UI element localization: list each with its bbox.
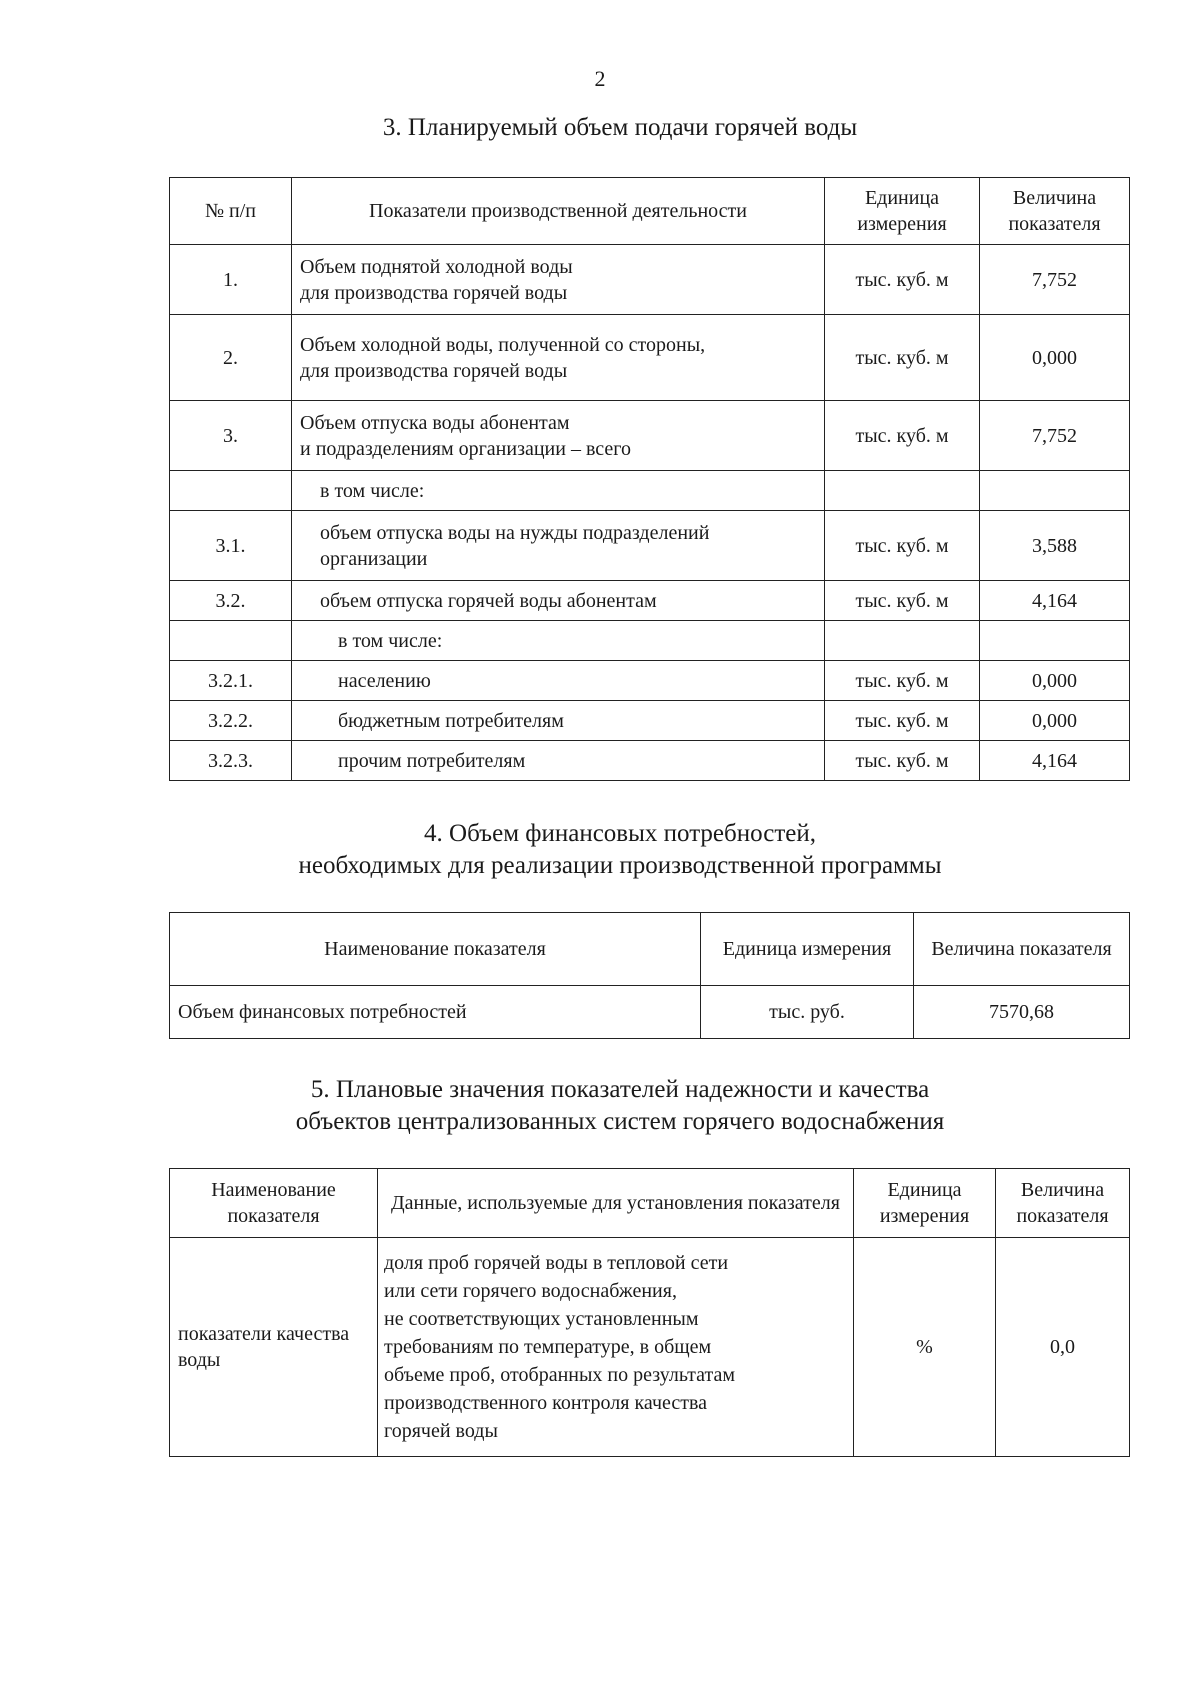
row-value: 0,000 [980,701,1130,741]
header-value: Величина показателя [996,1169,1130,1238]
table-row [170,986,1130,1039]
header-value: Величина показателя [980,178,1130,245]
row-num: 2. [170,315,292,401]
header-data: Данные, используемые для установления показателя [378,1169,854,1238]
header-unit: Единица измерения [854,1169,996,1238]
row-num: 3. [170,401,292,471]
section-4-title: 4. Объем финансовых потребностей, необходимых для реализации производственной программы [298,820,942,879]
row-label: Объем отпуска воды абонентам и подразделениям организации – всего [292,401,825,471]
row-unit: тыс. куб. м [825,511,980,581]
header-unit: Единица измерения [701,913,914,986]
row-label: бюджетным потребителям [292,701,825,741]
row-label: Объем финансовых потребностей [170,986,701,1039]
page-number: 2 [594,66,606,91]
row-value: 0,000 [980,661,1130,701]
row-label: в том числе: [292,621,825,661]
section-5-title: 5. Плановые значения показателей надежности и качества объектов централизованных систем горячего водоснабжения [295,1076,945,1135]
row-unit: тыс. руб. [701,986,914,1039]
row-unit: тыс. куб. м [825,661,980,701]
row-value: 3,588 [980,511,1130,581]
row-unit: тыс. куб. м [825,401,980,471]
row-unit: тыс. куб. м [825,701,980,741]
row-unit [825,471,980,511]
row-value [980,621,1130,661]
row-label: в том числе: [292,471,825,511]
row-label: объем отпуска горячей воды абонентам [292,581,825,621]
row-value: 7,752 [980,245,1130,315]
row-num: 3.2.2. [170,701,292,741]
row-unit: тыс. куб. м [825,741,980,781]
header-value: Величина показателя [914,913,1130,986]
header-name: Наименование показателя [170,913,701,986]
table-row [170,581,1130,621]
row-label: Объем холодной воды, полученной со стороны, для производства горячей воды [292,315,825,401]
row-value: 0,000 [980,315,1130,401]
table-header-row [170,178,1130,245]
table-header-row [170,913,1130,986]
reliability-quality-table [169,1168,1130,1457]
header-indicator: Показатели производственной деятельности [292,178,825,245]
row-name: показатели качества воды [170,1238,378,1457]
section-3-title: 3. Планируемый объем подачи горячей воды [382,114,858,141]
row-unit: тыс. куб. м [825,245,980,315]
table-row [170,245,1130,315]
row-value: 0,0 [996,1238,1130,1457]
row-value: 7570,68 [914,986,1130,1039]
row-description: доля проб горячей воды в тепловой сети или сети горячего водоснабжения, не соответствующих установленным требованиям по температуре, в общем объеме проб, отобранных по результатам производственного контроля качества горячей воды [378,1238,854,1457]
table-row [170,471,1130,511]
row-unit: % [854,1238,996,1457]
financial-needs-table [169,912,1130,1039]
row-num: 3.2.1. [170,661,292,701]
row-num: 3.2. [170,581,292,621]
table-row [170,621,1130,661]
row-unit: тыс. куб. м [825,315,980,401]
table-row [170,741,1130,781]
table-header-row [170,1169,1130,1238]
row-value: 4,164 [980,741,1130,781]
row-value: 7,752 [980,401,1130,471]
table-row [170,1238,1130,1457]
table-row [170,661,1130,701]
header-name: Наименование показателя [170,1169,378,1238]
row-label: объем отпуска воды на нужды подразделений организации [292,511,825,581]
hot-water-volume-table [169,177,1130,781]
table-row [170,401,1130,471]
row-value [980,471,1130,511]
row-value: 4,164 [980,581,1130,621]
header-num: № п/п [170,178,292,245]
row-label: Объем поднятой холодной воды для производства горячей воды [292,245,825,315]
row-label: населению [292,661,825,701]
table-row [170,511,1130,581]
row-num [170,621,292,661]
row-unit [825,621,980,661]
row-unit: тыс. куб. м [825,581,980,621]
row-num: 3.1. [170,511,292,581]
row-num: 3.2.3. [170,741,292,781]
row-num [170,471,292,511]
row-num: 1. [170,245,292,315]
header-unit: Единица измерения [825,178,980,245]
table-row [170,701,1130,741]
row-label: прочим потребителям [292,741,825,781]
table-row [170,315,1130,401]
